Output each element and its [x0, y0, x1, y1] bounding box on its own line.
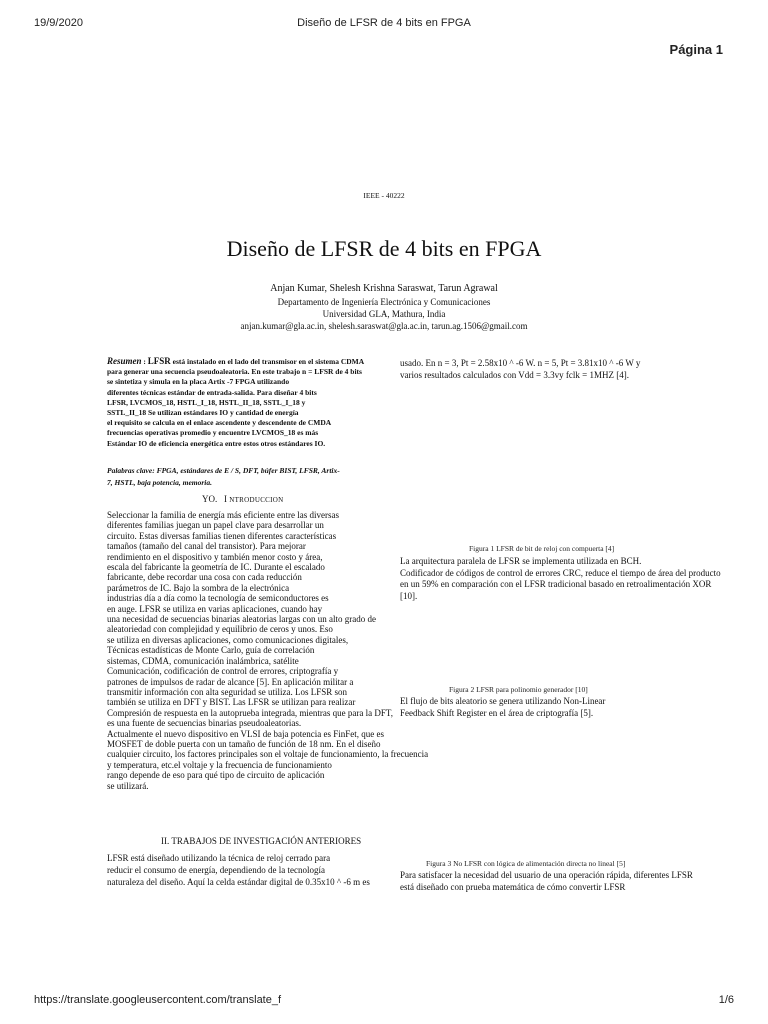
abstract-line: el requisito se calcula en el enlace ascendente y descendente de CMDA	[107, 418, 332, 428]
intro-line: cualquier circuito, los factores principales son el voltaje de funcionamiento, la frecuencia	[107, 749, 429, 760]
authors: Anjan Kumar, Shelesh Krishna Saraswat, Tarun Agrawal	[270, 283, 498, 294]
intro-line: circuito. Estas diversas familias tienen diferentes características	[107, 530, 337, 541]
after-figure-3-text	[400, 870, 693, 893]
right-top-line: usado. En n = 3, Pt = 2.58x10 ^ -6 W. n = 5, Pt = 3.81x10 ^ -6 W y	[400, 358, 641, 368]
intro-line: una necesidad de secuencias binarias aleatorias largas con un alto grado de	[107, 614, 376, 625]
after-figure-1-line: en un 59% en comparación con el LFSR tradicional basado en retroalimentación XOR	[400, 579, 712, 590]
abstract-sep: :	[141, 357, 148, 366]
intro-line: rendimiento en el dispositivo y también menor costo y área,	[107, 551, 323, 562]
abstract-line: frecuencias operativas promedio y encuentre LVCMOS_18 es más	[107, 428, 319, 438]
intro-line: parámetros de IC. Bajo la sombra de la electrónica	[107, 582, 290, 593]
conference-id: IEEE - 40222	[363, 191, 405, 200]
abstract-keyword: LFSR	[147, 356, 171, 366]
right-top-line: varios resultados calculados con Vdd = 3.3vy fclk = 1MHZ [4].	[400, 370, 629, 380]
intro-line: sistemas, CDMA, comunicación inalámbrica, satélite	[107, 655, 299, 666]
abstract-line: se sintetiza y simula en la placa Artix -7 FPGA utilizando	[107, 377, 290, 387]
abstract-first-line	[107, 356, 364, 367]
figure-1-caption: Figura 1 LFSR de bit de reloj con compuerta [4]	[469, 544, 615, 553]
intro-line: se utilizará.	[107, 780, 149, 791]
intro-line: MOSFET de doble puerta con un tamaño de función de 18 nm. En el diseño	[107, 738, 381, 749]
intro-line: diferentes familias juegan un papel clave para desarrollar un	[107, 520, 324, 531]
abstract-first: está instalado en el lado del transmisor en el sistema CDMA	[170, 357, 365, 366]
print-page-count: 1/6	[718, 994, 734, 1006]
figure-2-caption: Figura 2 LFSR para polinomio generador [10]	[449, 685, 588, 694]
print-title: Diseño de LFSR de 4 bits en FPGA	[297, 17, 471, 29]
after-figure-1-line: La arquitectura paralela de LFSR se implementa utilizada en BCH.	[400, 556, 642, 566]
keywords	[107, 465, 340, 489]
after-figure-3-line: está diseñado con prueba matemática de cómo convertir LFSR	[400, 881, 626, 892]
intro-line: Comunicación, codificación de control de errores, criptografía y	[107, 666, 339, 677]
intro-line: fabricante, debe recordar una cosa con cada reducción	[107, 572, 302, 583]
section-first-letter: I	[224, 494, 227, 504]
abstract-line: para generar una secuencia pseudoaleatoria. En este trabajo n = LFSR de 4 bits	[107, 367, 362, 377]
intro-line: se utiliza en diversas aplicaciones, como comunicaciones digitales,	[107, 634, 349, 645]
abstract-line: Estándar IO de eficiencia energética entre estos otros estándares IO.	[107, 438, 326, 448]
keywords-line: Palabras clave: FPGA, estándares de E / S, DFT, búfer BIST, LFSR, Artix-	[107, 466, 340, 475]
previous-work-line: naturaleza del diseño. Aquí la celda estándar digital de 0.35x10 ^ -6 m es	[107, 876, 370, 887]
intro-line: en auge. LFSR se utiliza en varias aplicaciones, cuando hay	[107, 603, 323, 614]
intro-line: y temperatura, etc.el voltaje y la frecuencia de funcionamiento	[107, 759, 332, 770]
print-url: https://translate.googleusercontent.com/translate_f	[34, 994, 282, 1006]
after-figure-2-line: El flujo de bits aleatorio se genera utilizando Non-Linear	[400, 696, 606, 706]
intro-line: transmitir información con alta seguridad se utiliza. Los LFSR son	[107, 686, 347, 697]
section-heading-intro	[202, 494, 284, 504]
print-date: 19/9/2020	[34, 17, 83, 29]
after-figure-3-line: Para satisfacer la necesidad del usuario de una operación rápida, diferentes LFSR	[400, 870, 693, 880]
intro-line: Compresión de respuesta en la autoprueba integrada, mientras que para la DFT,	[107, 707, 393, 718]
previous-work-line: LFSR está diseñado utilizando la técnica de reloj cerrado para	[107, 853, 331, 863]
section-heading-previous-work: II. TRABAJOS DE INVESTIGACIÓN ANTERIORES	[161, 836, 362, 846]
university: Universidad GLA, Mathura, India	[322, 309, 446, 319]
abstract-line: SSTL_II_18 Se utilizan estándares IO y cantidad de energía	[107, 408, 299, 418]
intro-line: tamaños (tamaño del canal del transistor). Para mejorar	[107, 541, 306, 552]
intro-line: también se utiliza en DFT y BIST. Las LFSR se utilizan para realizar	[107, 697, 356, 708]
section-number: YO.	[202, 494, 218, 504]
right-top-text	[400, 357, 640, 381]
figure-3-caption: Figura 3 No LFSR con lógica de alimentación directa no lineal [5]	[426, 859, 626, 868]
department: Departamento de Ingeniería Electrónica y Comunicaciones	[277, 297, 491, 307]
previous-work-text	[107, 853, 370, 888]
abstract	[107, 356, 364, 449]
abstract-label: Resumen	[107, 356, 142, 366]
intro-line: es una fuente de secuencias binarias pseudoaleatorias.	[107, 718, 302, 729]
intro-text	[107, 510, 428, 791]
after-figure-1-text	[400, 556, 721, 602]
section-rest: NTRODUCCION	[229, 496, 284, 504]
intro-line: Actualmente el nuevo dispositivo en VLSI de baja potencia es FinFet, que es	[107, 728, 385, 739]
abstract-line: diferentes técnicas estándar de entrada-salida. Para diseñar 4 bits	[107, 387, 317, 397]
intro-line: Técnicas estadísticas de Monte Carlo, guía de correlación	[107, 645, 315, 656]
keywords-line: 7, HSTL, baja potencia, memoria.	[107, 478, 212, 487]
after-figure-1-line: Codificador de códigos de control de errores CRC, reduce el tiempo de área del producto	[400, 567, 721, 578]
page-label: Página 1	[669, 42, 723, 57]
after-figure-1-line: [10].	[400, 590, 418, 601]
after-figure-2-text	[400, 696, 605, 719]
intro-line: industrias día a día como la tecnología de semiconductores es	[107, 593, 329, 604]
emails: anjan.kumar@gla.ac.in, shelesh.saraswat@gla.ac.in, tarun.ag.1506@gmail.com	[240, 321, 528, 331]
after-figure-2-line: Feedback Shift Register en el área de criptografía [5].	[400, 707, 594, 718]
previous-work-line: reducir el consumo de energía, dependiendo de la tecnología	[107, 864, 325, 875]
intro-line: aleatoriedad con complejidad y equilibrio de ceros y unos. Eso	[107, 624, 333, 635]
paper-title: Diseño de LFSR de 4 bits en FPGA	[226, 236, 542, 261]
intro-line: escala del fabricante la geometría de IC. Durante el escalado	[107, 562, 325, 573]
intro-line: Seleccionar la familia de energía más eficiente entre las diversas	[107, 510, 339, 520]
intro-line: patrones de impulsos de radar de alcance [5]. En aplicación militar a	[107, 676, 354, 687]
intro-line: rango depende de eso para qué tipo de circuito de aplicación	[107, 770, 325, 781]
abstract-line: LFSR, LVCMOS_18, HSTL_I_18, HSTL_II_18, SSTL_I_18 y	[107, 397, 306, 407]
